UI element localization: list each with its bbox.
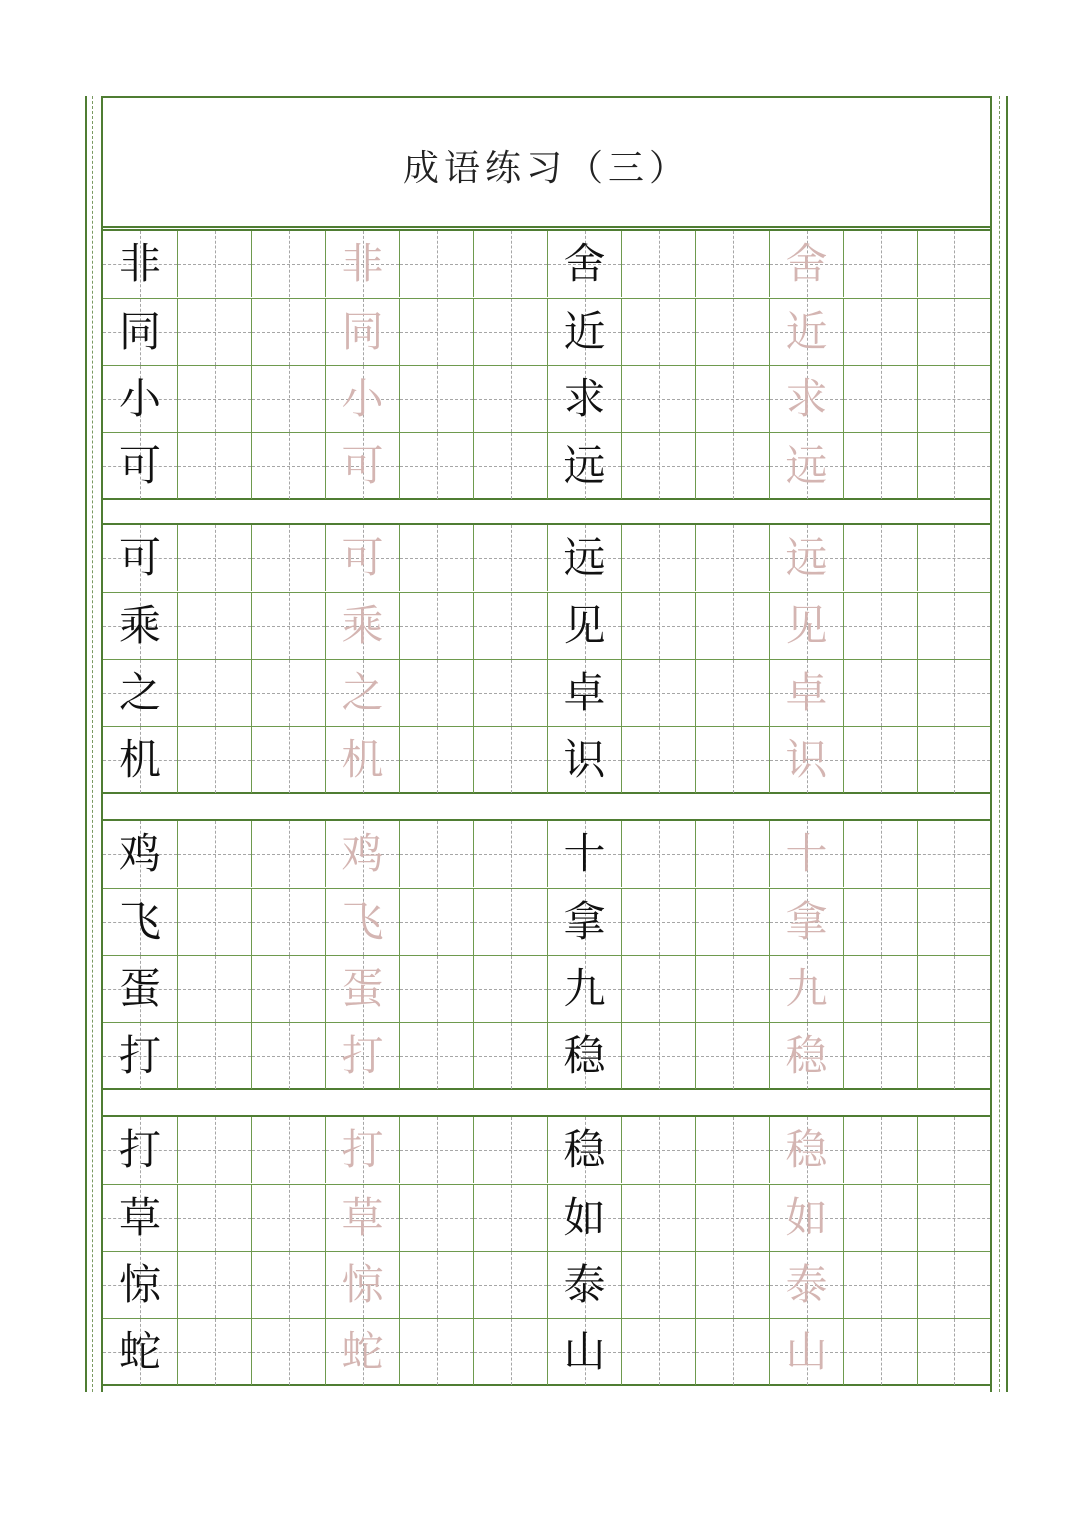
practice-cell (473, 366, 547, 432)
grid-row (103, 726, 990, 793)
practice-cell (103, 727, 177, 793)
practice-cell (251, 525, 325, 591)
practice-cell (177, 1319, 251, 1385)
model-character: 九 (563, 964, 606, 1013)
practice-cell (917, 727, 990, 793)
trace-character: 泰 (785, 1260, 828, 1309)
practice-cell (177, 525, 251, 591)
practice-cell (769, 593, 843, 659)
practice-cell (917, 889, 990, 955)
practice-cell (843, 299, 917, 365)
practice-cell (473, 821, 547, 887)
model-character: 如 (563, 1193, 606, 1242)
grid-row (103, 592, 990, 659)
practice-cell (843, 366, 917, 432)
practice-cell (917, 366, 990, 432)
grid-row (103, 1318, 990, 1385)
practice-cell (547, 1185, 621, 1251)
model-character: 舍 (563, 239, 606, 288)
trace-character: 草 (341, 1193, 384, 1242)
right-margin-rail (990, 96, 1008, 1392)
model-character: 惊 (118, 1260, 161, 1309)
practice-cell (843, 525, 917, 591)
grid-row (103, 432, 990, 499)
practice-cell (547, 1117, 621, 1183)
practice-cell (917, 231, 990, 297)
practice-cell (399, 366, 473, 432)
practice-cell (769, 1023, 843, 1089)
practice-cell (843, 1023, 917, 1089)
practice-cell (103, 821, 177, 887)
trace-character: 机 (341, 735, 384, 784)
practice-cell (473, 1185, 547, 1251)
model-character: 近 (563, 307, 606, 356)
model-character: 稳 (563, 1031, 606, 1080)
practice-cell (251, 821, 325, 887)
model-character: 稳 (563, 1125, 606, 1174)
grid-row (103, 821, 990, 887)
practice-cell (399, 433, 473, 499)
practice-cell (325, 366, 399, 432)
model-character: 拿 (563, 897, 606, 946)
model-character: 见 (563, 601, 606, 650)
trace-character: 如 (785, 1193, 828, 1242)
practice-cell (473, 1319, 547, 1385)
trace-character: 之 (341, 668, 384, 717)
practice-cell (547, 525, 621, 591)
practice-cell (103, 1319, 177, 1385)
practice-cell (769, 821, 843, 887)
grid-row (103, 1117, 990, 1183)
model-character: 蛋 (118, 964, 161, 1013)
practice-cell (177, 1117, 251, 1183)
practice-cell (547, 660, 621, 726)
grid-row (103, 365, 990, 432)
practice-cell (843, 956, 917, 1022)
trace-character: 可 (341, 533, 384, 582)
model-character: 识 (563, 735, 606, 784)
practice-cell (917, 299, 990, 365)
page-title: 成语练习（三） (402, 148, 690, 189)
practice-cell (103, 231, 177, 297)
model-character: 求 (563, 374, 606, 423)
practice-cell (399, 1023, 473, 1089)
practice-cell (103, 660, 177, 726)
practice-cell (325, 593, 399, 659)
practice-cell (695, 889, 769, 955)
practice-cell (547, 433, 621, 499)
practice-cell (325, 821, 399, 887)
practice-cell (917, 433, 990, 499)
model-character: 远 (563, 441, 606, 490)
practice-cell (621, 593, 695, 659)
trace-character: 蛋 (341, 964, 384, 1013)
grid-row (103, 1251, 990, 1318)
practice-cell (917, 525, 990, 591)
trace-character: 山 (785, 1327, 828, 1376)
practice-cell (621, 299, 695, 365)
practice-cell (695, 593, 769, 659)
practice-cell (843, 1117, 917, 1183)
practice-cell (547, 889, 621, 955)
practice-cell (621, 889, 695, 955)
practice-cell (399, 660, 473, 726)
model-character: 乘 (118, 601, 161, 650)
practice-cell (473, 593, 547, 659)
practice-cell (251, 366, 325, 432)
practice-cell (251, 727, 325, 793)
practice-cell (103, 956, 177, 1022)
practice-cell (177, 956, 251, 1022)
practice-cell (621, 231, 695, 297)
practice-cell (251, 593, 325, 659)
practice-cell (547, 727, 621, 793)
practice-cell (843, 593, 917, 659)
practice-cell (473, 1252, 547, 1318)
trace-character: 远 (785, 441, 828, 490)
practice-cell (843, 433, 917, 499)
practice-cell (325, 231, 399, 297)
practice-cell (917, 1319, 990, 1385)
practice-cell (325, 1185, 399, 1251)
practice-cell (177, 660, 251, 726)
practice-cell (473, 299, 547, 365)
practice-cell (547, 956, 621, 1022)
practice-cell (695, 299, 769, 365)
model-character: 打 (118, 1125, 161, 1174)
practice-cell (695, 1023, 769, 1089)
practice-cell (251, 1117, 325, 1183)
model-character: 十 (563, 829, 606, 878)
practice-cell (621, 366, 695, 432)
practice-cell (695, 366, 769, 432)
practice-cell (473, 1023, 547, 1089)
practice-cell (769, 889, 843, 955)
practice-cell (621, 660, 695, 726)
practice-cell (843, 231, 917, 297)
model-character: 可 (118, 533, 161, 582)
practice-cell (917, 660, 990, 726)
practice-cell (251, 889, 325, 955)
practice-cell (621, 1252, 695, 1318)
practice-cell (399, 821, 473, 887)
practice-cell (103, 433, 177, 499)
practice-cell (547, 593, 621, 659)
practice-cell (843, 1185, 917, 1251)
practice-cell (103, 1252, 177, 1318)
trace-character: 稳 (785, 1125, 828, 1174)
practice-cell (695, 660, 769, 726)
practice-cell (547, 231, 621, 297)
practice-cell (547, 299, 621, 365)
trace-character: 求 (785, 374, 828, 423)
practice-cell (769, 525, 843, 591)
practice-cell (473, 433, 547, 499)
practice-cell (917, 593, 990, 659)
model-character: 非 (118, 239, 161, 288)
trace-character: 非 (341, 239, 384, 288)
practice-cell (473, 231, 547, 297)
practice-cell (325, 433, 399, 499)
practice-cell (177, 1023, 251, 1089)
practice-cell (177, 299, 251, 365)
practice-cell (843, 889, 917, 955)
practice-cell (621, 1117, 695, 1183)
practice-cell (399, 1117, 473, 1183)
grid-row (103, 525, 990, 591)
practice-sheet (85, 96, 1008, 1392)
trace-character: 十 (785, 829, 828, 878)
practice-cell (621, 1023, 695, 1089)
practice-cell (917, 1117, 990, 1183)
practice-cell (547, 1252, 621, 1318)
practice-cell (399, 299, 473, 365)
practice-cell (621, 956, 695, 1022)
practice-cell (103, 889, 177, 955)
practice-cell (399, 231, 473, 297)
practice-cell (621, 1319, 695, 1385)
model-character: 鸡 (118, 829, 161, 878)
grid-row (103, 659, 990, 726)
practice-cell (325, 956, 399, 1022)
trace-character: 九 (785, 964, 828, 1013)
practice-cell (695, 1252, 769, 1318)
practice-cell (399, 1319, 473, 1385)
practice-cell (695, 231, 769, 297)
practice-cell (621, 727, 695, 793)
trace-character: 可 (341, 441, 384, 490)
practice-cell (177, 889, 251, 955)
practice-cell (769, 727, 843, 793)
trace-character: 小 (341, 374, 384, 423)
practice-cell (399, 525, 473, 591)
practice-cell (769, 1319, 843, 1385)
practice-cell (103, 1185, 177, 1251)
practice-cell (695, 433, 769, 499)
practice-cell (251, 660, 325, 726)
practice-cell (917, 821, 990, 887)
trace-character: 近 (785, 307, 828, 356)
practice-cell (695, 727, 769, 793)
trace-character: 识 (785, 735, 828, 784)
practice-cell (251, 1319, 325, 1385)
practice-cell (547, 366, 621, 432)
trace-character: 乘 (341, 601, 384, 650)
practice-cell (695, 821, 769, 887)
model-character: 飞 (118, 897, 161, 946)
practice-cell (177, 1252, 251, 1318)
model-character: 蛇 (118, 1327, 161, 1376)
model-character: 远 (563, 533, 606, 582)
practice-cell (325, 660, 399, 726)
practice-cell (843, 1319, 917, 1385)
model-character: 机 (118, 735, 161, 784)
practice-cell (917, 956, 990, 1022)
practice-cell (917, 1023, 990, 1089)
practice-cell (547, 1023, 621, 1089)
grid-row (103, 298, 990, 365)
left-margin-rail (85, 96, 103, 1392)
trace-character: 打 (341, 1125, 384, 1174)
trace-character: 蛇 (341, 1327, 384, 1376)
practice-cell (177, 231, 251, 297)
practice-cell (547, 1319, 621, 1385)
practice-cell (177, 433, 251, 499)
model-character: 之 (118, 668, 161, 717)
practice-cell (843, 821, 917, 887)
idiom-block (103, 1115, 990, 1386)
practice-cell (251, 299, 325, 365)
practice-cell (769, 231, 843, 297)
practice-cell (769, 1185, 843, 1251)
practice-cell (769, 299, 843, 365)
practice-cell (843, 660, 917, 726)
practice-cell (325, 727, 399, 793)
grid-row (103, 888, 990, 955)
practice-cell (843, 1252, 917, 1318)
practice-cell (325, 1319, 399, 1385)
practice-cell (103, 366, 177, 432)
practice-cell (473, 727, 547, 793)
practice-cell (399, 889, 473, 955)
idiom-block (103, 523, 990, 794)
practice-cell (325, 299, 399, 365)
trace-character: 舍 (785, 239, 828, 288)
practice-cell (769, 366, 843, 432)
practice-cell (473, 660, 547, 726)
practice-cell (325, 1023, 399, 1089)
model-character: 卓 (563, 668, 606, 717)
practice-cell (251, 1023, 325, 1089)
practice-cell (473, 525, 547, 591)
practice-cell (103, 525, 177, 591)
trace-character: 卓 (785, 668, 828, 717)
practice-cell (177, 366, 251, 432)
model-character: 打 (118, 1031, 161, 1080)
practice-cell (177, 821, 251, 887)
practice-cell (399, 1185, 473, 1251)
practice-cell (103, 1117, 177, 1183)
model-character: 草 (118, 1193, 161, 1242)
practice-cell (695, 1319, 769, 1385)
practice-cell (769, 660, 843, 726)
practice-cell (473, 889, 547, 955)
practice-cell (621, 821, 695, 887)
practice-cell (695, 1117, 769, 1183)
idiom-block (103, 229, 990, 500)
model-character: 可 (118, 441, 161, 490)
practice-cell (695, 956, 769, 1022)
practice-cell (177, 1185, 251, 1251)
title-box (103, 96, 990, 228)
practice-cell (251, 1185, 325, 1251)
practice-cell (325, 1117, 399, 1183)
practice-cell (769, 1252, 843, 1318)
model-character: 同 (118, 307, 161, 356)
practice-cell (769, 433, 843, 499)
trace-character: 惊 (341, 1260, 384, 1309)
practice-cell (103, 593, 177, 659)
trace-character: 拿 (785, 897, 828, 946)
practice-cell (621, 525, 695, 591)
practice-cell (547, 821, 621, 887)
practice-cell (251, 433, 325, 499)
practice-cell (325, 525, 399, 591)
practice-cell (473, 956, 547, 1022)
practice-cell (917, 1185, 990, 1251)
practice-cell (177, 727, 251, 793)
practice-cell (621, 1185, 695, 1251)
trace-character: 见 (785, 601, 828, 650)
practice-cell (251, 956, 325, 1022)
grid-row (103, 955, 990, 1022)
trace-character: 飞 (341, 897, 384, 946)
practice-cell (473, 1117, 547, 1183)
practice-cell (103, 299, 177, 365)
grid-row (103, 231, 990, 297)
practice-cell (103, 1023, 177, 1089)
practice-cell (769, 1117, 843, 1183)
practice-cell (621, 433, 695, 499)
practice-cell (325, 889, 399, 955)
practice-cell (695, 525, 769, 591)
practice-cell (843, 727, 917, 793)
trace-character: 打 (341, 1031, 384, 1080)
idiom-block (103, 819, 990, 1090)
practice-cell (399, 1252, 473, 1318)
trace-character: 同 (341, 307, 384, 356)
grid-row (103, 1022, 990, 1089)
model-character: 泰 (563, 1260, 606, 1309)
practice-cell (399, 727, 473, 793)
trace-character: 稳 (785, 1031, 828, 1080)
trace-character: 鸡 (341, 829, 384, 878)
practice-cell (251, 1252, 325, 1318)
model-character: 小 (118, 374, 161, 423)
model-character: 山 (563, 1327, 606, 1376)
practice-cell (695, 1185, 769, 1251)
practice-cell (399, 956, 473, 1022)
practice-cell (399, 593, 473, 659)
practice-cell (251, 231, 325, 297)
practice-cell (325, 1252, 399, 1318)
practice-cell (177, 593, 251, 659)
trace-character: 远 (785, 533, 828, 582)
practice-cell (769, 956, 843, 1022)
grid-row (103, 1184, 990, 1251)
practice-cell (917, 1252, 990, 1318)
